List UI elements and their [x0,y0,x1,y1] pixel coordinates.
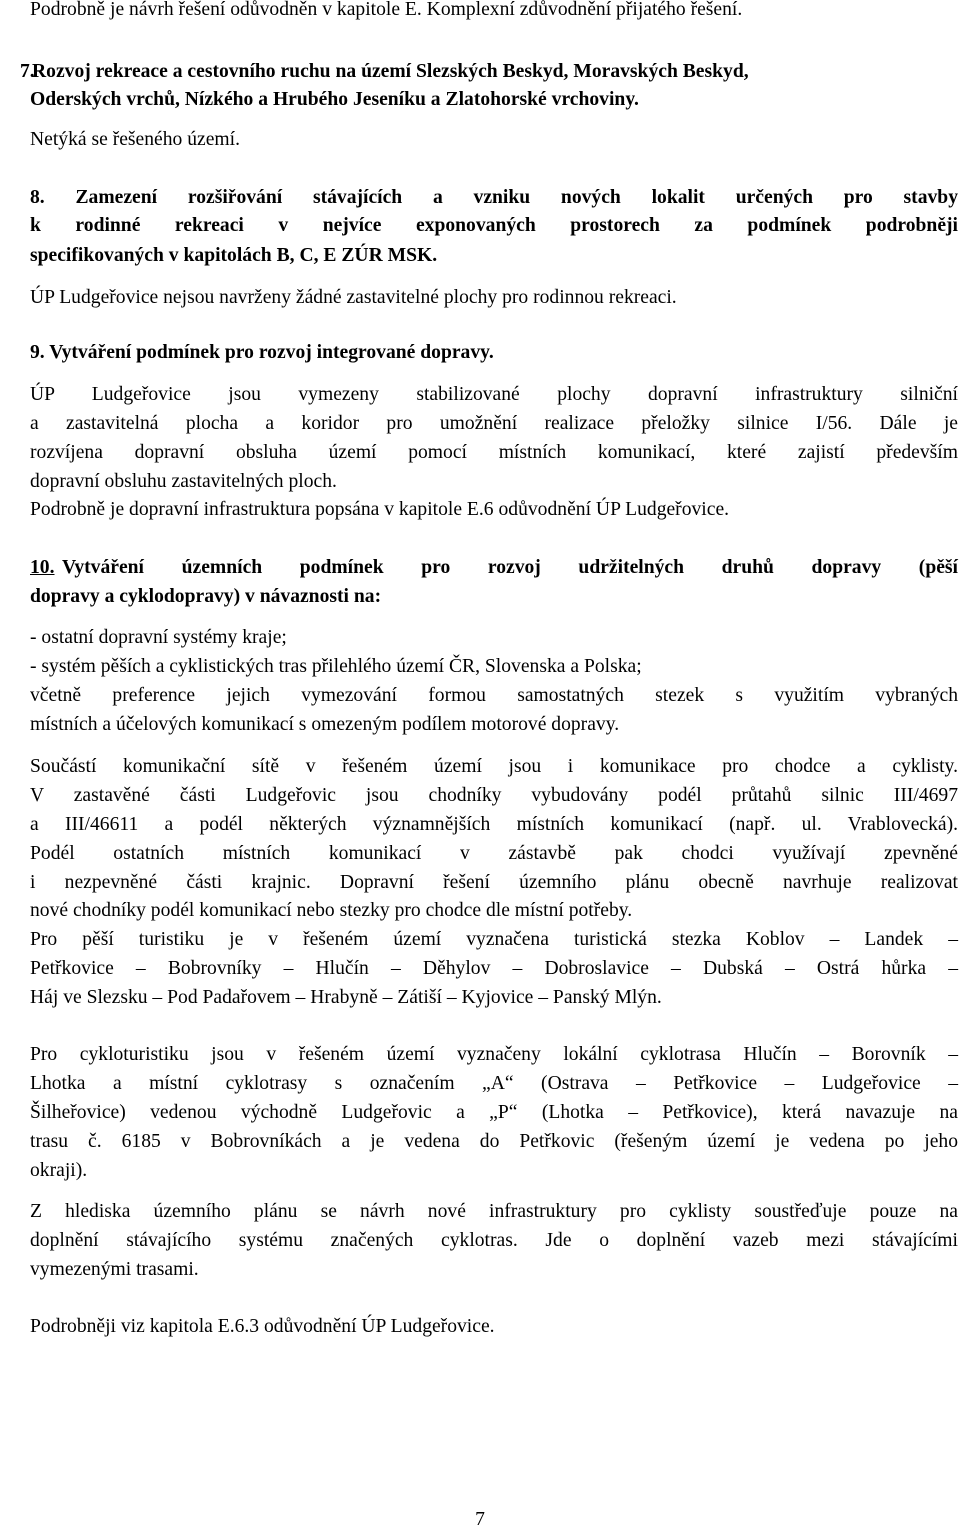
text-line: nové chodníky podél komunikací nebo stezky pro chodce dle místní potřeby. [30,900,633,921]
text-line: Součástí komunikační sítě v řešeném území jsou i komunikace pro chodce a cyklisty. [30,756,958,777]
text-line: a III/46611 a podél některých významnějších místních komunikací (např. ul. Vrablovecká). [30,814,958,835]
section-8-title: 8. Zamezení rozšiřování stávajících a vzniku nových lokalit určených pro stavby [30,187,958,208]
text-line: V zastavěné části Ludgeřovic jsou chodníky vybudovány podél průtahů silnic III/4697 [30,785,958,806]
text-line: i nezpevněné části krajnic. Dopravní řešení územního plánu obecně navrhuje realizovat [30,872,958,893]
text-line: okraji). [30,1160,88,1181]
text-line: Pro cykloturistiku jsou v řešeném území vyznačeny lokální cyklotrasa Hlučín – Borovník – [30,1044,958,1065]
section-10-title: Vytváření územních podmínek pro rozvoj udržitelných druhů dopravy (pěší [62,557,958,578]
section-9-text: Podrobně je dopravní infrastruktura popsána v kapitole E.6 odůvodnění ÚP Ludgeřovice. [30,499,730,520]
section-7-title: Oderských vrchů, Nízkého a Hrubého Jeseníku a Zlatohorské vrchoviny. [30,89,639,110]
text-line: Šilheřovice) vedenou východně Ludgeřovic a „P“ (Lhotka – Petřkovice), která navazuje na [30,1102,958,1123]
text-line: Lhotka a místní cyklotrasy s označením „A“ (Ostrava – Petřkovice – Ludgeřovice – [30,1073,958,1094]
text-line: Pro pěší turistiku je v řešeném území vyznačena turistická stezka Koblov – Landek – [30,929,958,950]
text-line: trasu č. 6185 v Bobrovníkách a je vedena do Petřkovic (řešeným území je vedena po jeho [30,1131,958,1152]
section-8-text: ÚP Ludgeřovice nejsou navrženy žádné zastavitelné plochy pro rodinnou rekreaci. [30,287,677,308]
text-line: Podrobně je návrh řešení odůvodněn v kapitole E. Komplexní zdůvodnění přijatého řešení. [30,0,743,20]
section-8-title: specifikovaných v kapitolách B, C, E ZÚR MSK. [30,245,438,266]
section-8-title: k rodinné rekreaci v nejvíce exponovaných prostorech za podmínek podrobněji [30,215,958,236]
section-10-number: 10. [30,557,55,578]
text-line: Petřkovice – Bobrovníky – Hlučín – Děhylov – Dobroslavice – Dubská – Ostrá hůrka – [30,958,958,979]
section-9-title: 9. Vytváření podmínek pro rozvoj integrované dopravy. [30,342,494,363]
text-line: Podrobněji viz kapitola E.6.3 odůvodnění ÚP Ludgeřovice. [30,1316,495,1337]
list-item: - ostatní dopravní systémy kraje; [30,627,287,648]
text-line: místních a účelových komunikací s omezeným podílem motorové dopravy. [30,714,620,735]
text-line: Podél ostatních místních komunikací v zástavbě pak chodci využívají zpevněné [30,843,958,864]
list-item: - systém pěších a cyklistických tras přilehlého území ČR, Slovenska a Polska; [30,656,642,677]
section-9-text: ÚP Ludgeřovice jsou vymezeny stabilizované plochy dopravní infrastruktury silniční [30,384,958,405]
text-line: vymezenými trasami. [30,1259,199,1280]
section-7-number: 7. [20,61,35,82]
section-9-text: a zastavitelná plocha a koridor pro umožnění realizace přeložky silnice I/56. Dále je [30,413,958,434]
text-line: doplnění stávajícího systému značených cyklotras. Jde o doplnění vazeb mezi stávajícími [30,1230,958,1251]
section-9-text: dopravní obsluhu zastavitelných ploch. [30,471,337,492]
text-line: včetně preference jejich vymezování formou samostatných stezek s využitím vybraných [30,685,958,706]
section-7-title: Rozvoj rekreace a cestovního ruchu na území Slezských Beskyd, Moravských Beskyd, [32,61,749,82]
page-number: 7 [475,1509,485,1530]
text-line: Háj ve Slezsku – Pod Padařovem – Hrabyně – Zátiší – Kyjovice – Panský Mlýn. [30,987,662,1008]
document-page [20,0,958,1530]
text-line: Z hlediska územního plánu se návrh nové infrastruktury pro cyklisty soustřeďuje pouze na [30,1201,958,1222]
section-7-text: Netýká se řešeného území. [30,129,241,150]
section-9-text: rozvíjena dopravní obsluha území pomocí místních komunikací, které zajistí především [30,442,958,463]
section-10-title: dopravy a cyklodopravy) v návaznosti na: [30,586,382,607]
